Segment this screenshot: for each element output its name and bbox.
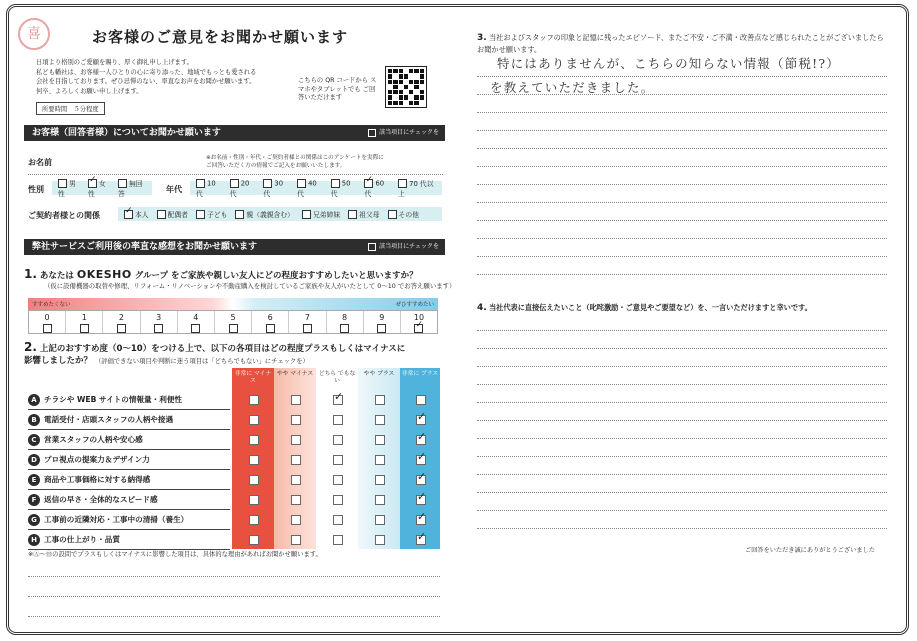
question-4 <box>477 303 812 313</box>
rating-item <box>28 450 230 470</box>
section-service-header <box>24 239 445 255</box>
answer-line[interactable] <box>477 76 887 77</box>
qr-instruction: こちらの QR コードから スマホやタブレットでも ご回答いただけます <box>298 77 377 101</box>
intro-line: 日頃より格別のご愛顧を賜り、厚く御礼申し上げます。 <box>36 59 193 66</box>
gender-option-none[interactable] <box>118 178 146 199</box>
checkbox[interactable] <box>340 324 349 333</box>
time-required: 所要時間 ５分程度 <box>36 102 105 115</box>
check-note: 該当項目にチェックを <box>368 125 439 141</box>
rating-checkbox[interactable] <box>333 455 343 465</box>
item-letter-badge: D <box>28 454 40 466</box>
rating-checkbox[interactable] <box>416 435 426 445</box>
checkbox[interactable] <box>364 179 373 188</box>
age-option-20[interactable] <box>230 179 256 198</box>
relation-option-grandparent[interactable] <box>348 209 379 220</box>
name-note <box>206 154 384 170</box>
col-header-neutral: どちら でもない <box>318 371 356 384</box>
question-1 <box>24 267 418 281</box>
intro-line: 私ども幡社は、お客様一人ひとりの心に寄り添った、地域でもっとも愛される <box>36 68 257 76</box>
option-label: 70 代以上 <box>398 179 434 199</box>
rating-checkbox[interactable] <box>291 515 301 525</box>
option-label: 兄弟姉妹 <box>312 210 341 219</box>
scale-option[interactable] <box>400 311 437 333</box>
rating-checkbox[interactable] <box>249 495 259 505</box>
relation-option-self[interactable] <box>124 209 149 220</box>
gender-options <box>52 179 152 199</box>
reason-line[interactable] <box>28 576 440 577</box>
rating-checkbox[interactable] <box>375 535 385 545</box>
scale-option[interactable] <box>326 311 363 333</box>
scale-number: 2 <box>118 313 125 322</box>
checkbox[interactable] <box>303 324 312 333</box>
qr-code[interactable] <box>385 66 427 108</box>
answer-line[interactable] <box>477 238 887 239</box>
checkbox[interactable] <box>266 324 275 333</box>
rating-checkbox[interactable] <box>249 515 259 525</box>
question-2 <box>24 341 444 368</box>
rating-checkbox[interactable] <box>249 435 259 445</box>
relation-option-spouse[interactable] <box>157 209 188 220</box>
answer-line[interactable] <box>477 184 887 185</box>
age-option-10[interactable] <box>196 179 222 198</box>
col-header-negative: やや マイナス <box>276 371 314 377</box>
answer-line[interactable] <box>477 94 887 95</box>
item-letter-badge: E <box>28 474 40 486</box>
checkbox[interactable] <box>297 179 306 188</box>
name-note-line: ※お名前・性別・年代・ご契約者様との関係はこのアンケートを実際に <box>206 155 384 161</box>
scale-number: 9 <box>379 313 385 322</box>
option-label: 50 代 <box>330 179 351 198</box>
option-label: 30 代 <box>263 179 284 198</box>
item-label: 返信の早さ・全体的なスピード感 <box>44 495 158 504</box>
option-label: 40 代 <box>297 179 317 198</box>
intro-line: 何卒、よろしくお願い申し上げます。 <box>36 87 143 95</box>
rating-checkbox[interactable] <box>249 475 259 485</box>
rating-checkbox[interactable] <box>375 495 385 505</box>
rating-checkbox[interactable] <box>291 395 301 405</box>
rating-checkbox[interactable] <box>291 475 301 485</box>
age-label: 年代 <box>166 185 182 194</box>
rating-checkbox[interactable] <box>375 395 385 405</box>
rating-checkbox[interactable] <box>291 495 301 505</box>
relation-option-parent[interactable] <box>235 209 294 220</box>
rating-checkbox[interactable] <box>249 535 259 545</box>
checkbox[interactable] <box>191 324 200 333</box>
question-note: （評価できない項目や判断に迷う項目は「どちらでもない」にチェックを） <box>94 358 309 365</box>
col-header-very-negative: 非常に マイナス <box>234 371 272 384</box>
option-label: 本人 <box>135 210 149 219</box>
answer-line[interactable] <box>477 112 887 113</box>
option-label: 男性 <box>58 179 76 199</box>
rating-checkbox[interactable] <box>416 495 426 505</box>
answer-line[interactable] <box>477 202 887 203</box>
name-note-line: ご回答いただく方の情報でご記入をお願いいたします。 <box>206 163 346 169</box>
gender-option-male[interactable] <box>58 178 80 199</box>
checkbox[interactable] <box>388 210 397 219</box>
scale-number: 3 <box>156 313 162 322</box>
rating-item <box>28 490 230 510</box>
col-header-positive: やや プラス <box>363 371 395 377</box>
item-letter-badge: C <box>28 434 40 446</box>
rating-checkbox[interactable] <box>416 535 426 545</box>
checkbox[interactable] <box>348 210 357 219</box>
answer-line[interactable] <box>477 256 887 257</box>
section-title: 弊社サービスご利用後の率直な感想をお聞かせ願います <box>32 242 258 252</box>
handwritten-answer-line: 特にはありませんが、こちらの知らない情報（節税!?） <box>497 56 840 71</box>
rating-checkbox[interactable] <box>375 475 385 485</box>
option-label: 親（義親含む） <box>246 210 294 219</box>
intro-line: 会社を目指しております。ぜひ忌憚のない、率直なお声をお聞かせ願います。 <box>36 78 256 85</box>
answer-line[interactable] <box>477 510 887 511</box>
checkbox[interactable] <box>230 179 239 188</box>
question-number: 2. <box>24 340 37 354</box>
answer-line[interactable] <box>477 384 887 385</box>
relation-label: ご契約者様との関係 <box>28 211 100 220</box>
checkbox[interactable] <box>154 324 163 333</box>
answer-line[interactable] <box>477 148 887 149</box>
question-3 <box>477 32 887 55</box>
question-text: あなたは <box>39 271 74 281</box>
answer-line[interactable] <box>477 366 887 367</box>
option-label: 60 代 <box>364 179 385 198</box>
question-number: 4. <box>477 303 487 313</box>
recommend-scale <box>28 310 438 334</box>
thank-you-note: ご回答をいただき誠にありがとうございました <box>745 547 875 554</box>
age-options <box>190 179 442 199</box>
answer-line[interactable] <box>477 330 887 331</box>
answer-line[interactable] <box>477 348 887 349</box>
question-text: グループ をご家族や親しい友人にどの程度おすすめしたいと思いますか？ <box>134 271 418 281</box>
rating-checkbox[interactable] <box>333 395 343 405</box>
answer-line[interactable] <box>477 456 887 457</box>
item-label: 電話受付・店頭スタッフの人柄や接遇 <box>44 415 174 424</box>
scale-number: 0 <box>44 313 50 322</box>
rating-checkbox[interactable] <box>416 455 426 465</box>
item-letter-badge: G <box>28 514 40 526</box>
scale-option[interactable] <box>363 311 400 333</box>
rating-checkbox[interactable] <box>416 395 426 405</box>
item-letter-badge: H <box>28 534 40 546</box>
gender-option-female[interactable] <box>88 178 110 199</box>
scale-gradient <box>28 298 438 310</box>
rating-checkbox[interactable] <box>291 435 301 445</box>
answer-line[interactable] <box>477 166 887 167</box>
intro-text <box>36 58 296 96</box>
question-text: 当社代表に直接伝えたいこと（叱咤激励・ご意見やご要望など）を、一言いただけますと幸いです。 <box>488 303 812 312</box>
age-option-70[interactable] <box>398 178 436 199</box>
page-title: お客様のご意見をお聞かせ願います <box>92 28 349 46</box>
question-2-reason-note: ※Ⓐ〜Ⓗの設問でプラスもしくはマイナスに影響した項目は、具体的な理由があればお聞かせ願います。 <box>28 551 322 558</box>
section-customer-header <box>24 125 445 141</box>
option-label: 祖父母 <box>359 210 380 219</box>
age-option-60[interactable] <box>364 179 390 198</box>
company-stamp: 喜 <box>18 18 50 50</box>
item-label: 工事前の近隣対応・工事中の清掃（養生） <box>44 515 189 524</box>
rating-checkbox[interactable] <box>375 515 385 525</box>
checkbox[interactable] <box>377 324 386 333</box>
checkbox[interactable] <box>43 324 52 333</box>
checkbox[interactable] <box>196 210 205 219</box>
rating-checkbox[interactable] <box>375 435 385 445</box>
rating-checkbox[interactable] <box>249 455 259 465</box>
checkbox[interactable] <box>229 324 238 333</box>
checkbox[interactable] <box>196 179 205 188</box>
scale-number: 10 <box>413 313 425 322</box>
option-label: その他 <box>398 210 419 219</box>
scale-number: 8 <box>342 313 348 322</box>
age-option-40[interactable] <box>297 179 323 198</box>
col-header-very-positive: 非常に プラス <box>401 371 439 377</box>
check-note: 該当項目にチェックを <box>368 239 439 255</box>
question-1-note: （仮に設備機器の取替や修理、リフォーム・リノベーションや不動産購入を検討しているご家族や友人がいたとして 0〜10 でお答え願います） <box>44 282 456 290</box>
rating-checkbox[interactable] <box>333 415 343 425</box>
rating-checkbox[interactable] <box>249 415 259 425</box>
rating-checkbox[interactable] <box>333 495 343 505</box>
checkbox[interactable] <box>157 210 166 219</box>
reason-line[interactable] <box>28 616 440 617</box>
scale-low-label: すすめたくない <box>32 302 71 308</box>
item-label: 工事の仕上がり・品質 <box>44 535 120 544</box>
rating-checkbox[interactable] <box>291 415 301 425</box>
checkbox[interactable] <box>235 210 244 219</box>
option-label: 配偶者 <box>167 210 188 219</box>
answer-line[interactable] <box>477 130 887 131</box>
scale-option[interactable] <box>102 311 139 333</box>
rating-item <box>28 410 230 430</box>
scale-option[interactable] <box>140 311 177 333</box>
age-option-30[interactable] <box>263 179 289 198</box>
age-option-50[interactable] <box>331 179 357 198</box>
rating-checkbox[interactable] <box>333 535 343 545</box>
option-label: 20 代 <box>229 179 250 198</box>
scale-number: 5 <box>230 313 236 322</box>
scale-option[interactable] <box>214 311 251 333</box>
checkbox[interactable] <box>398 179 407 188</box>
scale-number: 6 <box>267 313 273 322</box>
question-text: 影響しましたか？ <box>24 356 93 366</box>
answer-line[interactable] <box>477 420 887 421</box>
question-text: 上記のおすすめ度（0〜10）をつける上で、以下の各項目はどの程度プラスもしくはマイナスに <box>39 344 406 354</box>
rating-item <box>28 430 230 450</box>
scale-number: 1 <box>81 313 87 322</box>
item-letter-badge: B <box>28 414 40 426</box>
scale-option[interactable] <box>177 311 214 333</box>
scale-option[interactable] <box>251 311 288 333</box>
answer-line[interactable] <box>477 220 887 221</box>
answer-line[interactable] <box>477 402 887 403</box>
checkbox[interactable] <box>118 179 127 188</box>
option-label: 女性 <box>87 179 106 199</box>
answer-line[interactable] <box>477 528 887 529</box>
rating-checkbox[interactable] <box>416 475 426 485</box>
answer-line[interactable] <box>477 274 887 275</box>
rating-checkbox[interactable] <box>416 415 426 425</box>
item-label: プロ視点の提案力＆デザイン力 <box>44 455 150 464</box>
rating-checkbox[interactable] <box>416 515 426 525</box>
rating-item <box>28 390 230 410</box>
brand-name: OKESHO <box>76 268 132 281</box>
rating-checkbox[interactable] <box>249 395 259 405</box>
handwritten-answer-line: を教えていただきました。 <box>490 80 655 95</box>
answer-line[interactable] <box>477 438 887 439</box>
rating-item <box>28 530 230 550</box>
checkbox[interactable] <box>263 179 272 188</box>
question-text: 当社およびスタッフの印象と記憶に残ったエピソード、またご不安・ご不満・改善点など感じられたことがございましたらお聞かせ願います。 <box>477 33 884 54</box>
scale-number: 4 <box>193 313 199 322</box>
relation-options <box>118 207 442 221</box>
rating-item <box>28 510 230 530</box>
rating-checkbox[interactable] <box>375 455 385 465</box>
rating-checkbox[interactable] <box>291 535 301 545</box>
scale-option[interactable] <box>29 311 65 333</box>
rating-item <box>28 470 230 490</box>
item-letter-badge: F <box>28 494 40 506</box>
checkbox[interactable] <box>302 210 311 219</box>
checkbox[interactable] <box>80 324 89 333</box>
item-label: 商品や工事価格に対する納得感 <box>44 475 151 484</box>
option-label: 10 代 <box>196 179 216 198</box>
question-number: 3. <box>477 33 487 43</box>
section-title: お客様（回答者様）についてお聞かせ願います <box>32 128 221 138</box>
rating-checkbox[interactable] <box>333 435 343 445</box>
relation-option-sibling[interactable] <box>302 209 340 220</box>
name-label: お名前 <box>28 158 52 167</box>
rating-checkbox[interactable] <box>333 515 343 525</box>
scale-option[interactable] <box>65 311 102 333</box>
rating-checkbox[interactable] <box>333 475 343 485</box>
checkbox[interactable] <box>117 324 126 333</box>
checkbox[interactable] <box>88 179 97 188</box>
rating-checkbox[interactable] <box>291 455 301 465</box>
relation-option-other[interactable] <box>388 209 419 220</box>
relation-option-child[interactable] <box>196 209 227 220</box>
item-label: 営業スタッフの人柄や安心感 <box>44 435 143 444</box>
scale-number: 7 <box>304 313 310 322</box>
scale-high-label: ぜひすすめたい <box>395 302 434 308</box>
option-label: 無回答 <box>117 179 143 199</box>
answer-line[interactable] <box>477 474 887 475</box>
reason-line[interactable] <box>28 596 440 597</box>
option-label: 子ども <box>206 210 228 219</box>
checkbox[interactable] <box>124 210 133 219</box>
item-label: チラシや WEB サイトの情報量・利便性 <box>44 395 183 404</box>
gender-label: 性別 <box>28 185 44 194</box>
answer-line[interactable] <box>477 492 887 493</box>
checkbox[interactable] <box>414 324 423 333</box>
item-letter-badge: A <box>28 394 40 406</box>
checkbox[interactable] <box>58 179 67 188</box>
checkbox[interactable] <box>331 179 340 188</box>
question-number: 1. <box>24 267 37 281</box>
rating-checkbox[interactable] <box>375 415 385 425</box>
scale-option[interactable] <box>288 311 325 333</box>
